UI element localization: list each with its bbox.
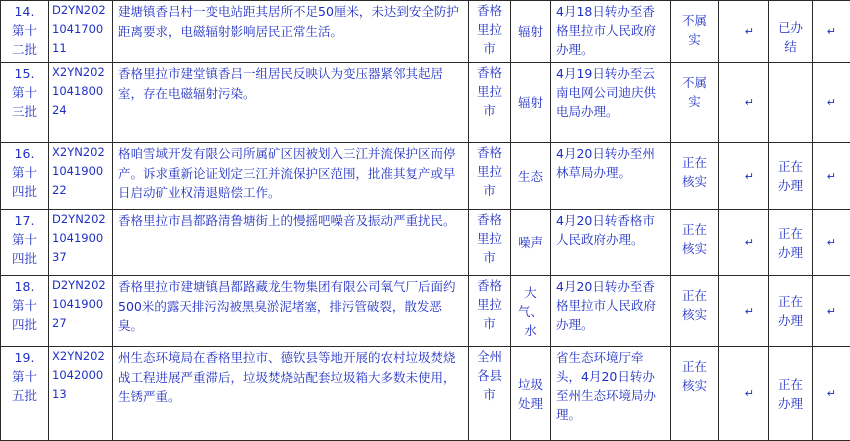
complaint-content xyxy=(113,143,469,210)
case-status xyxy=(769,1,813,63)
case-status-line: 正在 xyxy=(771,292,810,311)
return-mark xyxy=(813,210,850,276)
admin-area-line: 市 xyxy=(471,181,508,200)
batch-number-line: 第十 xyxy=(3,296,46,315)
case-status xyxy=(769,143,813,210)
case-code-line: 1041700 xyxy=(52,20,110,39)
batch-number-line: 16. xyxy=(3,144,46,163)
admin-area-line: 香格 xyxy=(471,143,508,162)
admin-area-line: 里拉 xyxy=(471,82,508,101)
admin-area-line: 里拉 xyxy=(471,162,508,181)
case-status-line: 办理 xyxy=(771,176,810,195)
verification-result xyxy=(671,210,719,276)
pollution-type-text: 垃圾处理 xyxy=(518,377,543,411)
verification-result-line: 核实 xyxy=(673,305,716,324)
batch-number xyxy=(1,347,49,441)
handling-info-text: 4月20日转香格市人民政府办理。 xyxy=(556,213,655,247)
return-mark xyxy=(813,276,850,347)
verification-result-line: 不属 xyxy=(673,11,716,30)
return-mark-text: ↵ xyxy=(745,236,754,249)
handling-info-text: 4月19日转办至云南电网公司迪庆供电局办理。 xyxy=(556,66,656,119)
case-status-line: 办理 xyxy=(771,394,810,413)
handling-info-text: 省生态环境厅牵头，4月20日转办至州生态环境局办理。 xyxy=(556,350,656,422)
case-status xyxy=(769,63,813,143)
case-code xyxy=(49,276,113,347)
batch-number-line: 四批 xyxy=(3,249,46,268)
batch-number xyxy=(1,1,49,63)
case-code xyxy=(49,63,113,143)
admin-area-line: 各县 xyxy=(471,366,508,385)
case-status-line: 办理 xyxy=(771,243,810,262)
return-mark xyxy=(719,347,769,441)
verification-result xyxy=(671,347,719,441)
return-mark xyxy=(813,1,850,63)
verification-result xyxy=(671,63,719,143)
case-code-line: D2YN202 xyxy=(52,276,110,295)
return-mark-text: ↵ xyxy=(827,305,836,318)
return-mark xyxy=(813,63,850,143)
case-status-line: 结 xyxy=(771,37,810,56)
verification-result-line: 核实 xyxy=(673,376,716,395)
case-code-line: X2YN202 xyxy=(52,143,110,162)
return-mark xyxy=(813,347,850,441)
pollution-type-text: 噪声 xyxy=(518,235,543,250)
case-code-line: 1041900 xyxy=(52,162,110,181)
complaint-content-text: 州生态环境局在香格里拉市、德钦县等地开展的农村垃圾焚烧战工程进展严重滞后，垃圾焚烧站配套垃圾箱大多数未使用，生锈严重。 xyxy=(118,350,456,404)
table-row xyxy=(1,276,850,347)
case-code-line: 22 xyxy=(52,181,110,200)
admin-area-line: 香格 xyxy=(471,63,508,82)
case-status xyxy=(769,276,813,347)
admin-area-line: 里拉 xyxy=(471,20,508,39)
case-code-line: 1041800 xyxy=(52,82,110,101)
case-code-line: D2YN202 xyxy=(52,1,110,20)
pollution-type xyxy=(511,143,551,210)
complaint-content xyxy=(113,347,469,441)
return-mark-text: ↵ xyxy=(827,387,836,400)
return-mark-text: ↵ xyxy=(745,25,754,38)
case-code xyxy=(49,143,113,210)
return-mark-text: ↵ xyxy=(745,305,754,318)
verification-result xyxy=(671,276,719,347)
admin-area-line: 香格 xyxy=(471,276,508,295)
batch-number xyxy=(1,276,49,347)
admin-area-line: 市 xyxy=(471,314,508,333)
verification-result xyxy=(671,1,719,63)
handling-info xyxy=(551,1,671,63)
handling-info xyxy=(551,210,671,276)
table-row xyxy=(1,1,850,63)
pollution-type xyxy=(511,210,551,276)
pollution-type xyxy=(511,63,551,143)
batch-number-line: 17. xyxy=(3,211,46,230)
pollution-type xyxy=(511,1,551,63)
admin-area-line: 全州 xyxy=(471,347,508,366)
case-code-line: X2YN202 xyxy=(52,347,110,366)
verification-result-line: 正在 xyxy=(673,153,716,172)
admin-area-line: 里拉 xyxy=(471,229,508,248)
admin-area xyxy=(469,276,511,347)
verification-result-line: 正在 xyxy=(673,286,716,305)
admin-area-line: 市 xyxy=(471,39,508,58)
table-row xyxy=(1,63,850,143)
batch-number-line: 第十 xyxy=(3,230,46,249)
complaint-content-text: 香格里拉市昌都路清鲁塘街上的慢摇吧噪音及振动严重扰民。 xyxy=(118,213,456,228)
handling-info xyxy=(551,276,671,347)
verification-result-line: 核实 xyxy=(673,239,716,258)
table-row xyxy=(1,143,850,210)
return-mark xyxy=(719,276,769,347)
complaint-content xyxy=(113,276,469,347)
case-code-line: D2YN202 xyxy=(52,210,110,229)
return-mark xyxy=(719,143,769,210)
case-code-line: X2YN202 xyxy=(52,63,110,82)
complaint-content xyxy=(113,210,469,276)
case-code-line: 1041900 xyxy=(52,295,110,314)
admin-area-line: 里拉 xyxy=(471,295,508,314)
pollution-type xyxy=(511,276,551,347)
return-mark-text: ↵ xyxy=(827,25,836,38)
case-status-line: 办理 xyxy=(771,311,810,330)
complaint-content-text: 香格里拉市建堂镇香吕一组居民反映认为变压器紧邻其起居室，存在电磁辐射污染。 xyxy=(118,66,443,101)
verification-result xyxy=(671,143,719,210)
admin-area xyxy=(469,1,511,63)
case-code xyxy=(49,1,113,63)
batch-number-line: 三批 xyxy=(3,102,46,121)
batch-number-line: 二批 xyxy=(3,40,46,59)
batch-number xyxy=(1,143,49,210)
batch-number-line: 四批 xyxy=(3,315,46,334)
pollution-type xyxy=(511,347,551,441)
table-row xyxy=(1,210,850,276)
handling-info xyxy=(551,143,671,210)
case-status xyxy=(769,347,813,441)
batch-number-line: 14. xyxy=(3,2,46,21)
case-code xyxy=(49,210,113,276)
case-status xyxy=(769,210,813,276)
case-code-line: 37 xyxy=(52,248,110,267)
complaint-content-text: 格咱雪域开发有限公司所属矿区因被划入三江并流保护区而停产。诉求重新论证划定三江并流保护区范围，批准其复产或早日启动矿业权清退赔偿工作。 xyxy=(118,146,456,200)
pollution-type-text: 辐射 xyxy=(518,95,543,110)
case-code-line: 1041900 xyxy=(52,229,110,248)
return-mark-text: ↵ xyxy=(827,96,836,109)
admin-area-line: 市 xyxy=(471,248,508,267)
case-code-line: 11 xyxy=(52,39,110,58)
admin-area xyxy=(469,210,511,276)
return-mark-text: ↵ xyxy=(827,236,836,249)
batch-number-line: 第十 xyxy=(3,163,46,182)
pollution-type-text: 生态 xyxy=(518,169,543,184)
complaint-content-text: 建塘镇香吕村一变电站距其居所不足50厘米，未达到安全防护距离要求，电磁辐射影响居民正常生活。 xyxy=(118,4,459,39)
batch-number-line: 19. xyxy=(3,348,46,367)
case-status-line: 已办 xyxy=(771,18,810,37)
case-status-line: 正在 xyxy=(771,224,810,243)
return-mark-text: ↵ xyxy=(745,96,754,109)
return-mark-text: ↵ xyxy=(745,170,754,183)
handling-info-text: 4月18日转办至香格里拉市人民政府办理。 xyxy=(556,4,656,57)
batch-number xyxy=(1,210,49,276)
case-code-line: 27 xyxy=(52,314,110,333)
case-code-line: 24 xyxy=(52,101,110,120)
case-code xyxy=(49,347,113,441)
batch-number-line: 第十 xyxy=(3,83,46,102)
case-code-line: 1042000 xyxy=(52,366,110,385)
return-mark xyxy=(719,210,769,276)
batch-number-line: 18. xyxy=(3,277,46,296)
batch-number xyxy=(1,63,49,143)
batch-number-line: 第十 xyxy=(3,367,46,386)
verification-result-line: 核实 xyxy=(673,172,716,191)
verification-result-line: 实 xyxy=(673,92,716,111)
handling-info xyxy=(551,347,671,441)
case-status-line: 正在 xyxy=(771,375,810,394)
handling-info xyxy=(551,63,671,143)
admin-area-line: 市 xyxy=(471,101,508,120)
case-code-line: 13 xyxy=(52,385,110,404)
table-body xyxy=(1,1,850,441)
case-status-line: 正在 xyxy=(771,157,810,176)
complaint-content xyxy=(113,1,469,63)
return-mark-text: ↵ xyxy=(745,387,754,400)
admin-area-line: 香格 xyxy=(471,210,508,229)
handling-info-text: 4月20日转办至州林草局办理。 xyxy=(556,146,655,180)
verification-result-line: 正在 xyxy=(673,357,716,376)
return-mark xyxy=(813,143,850,210)
admin-area xyxy=(469,347,511,441)
verification-result-line: 不属 xyxy=(673,73,716,92)
admin-area xyxy=(469,63,511,143)
return-mark-text: ↵ xyxy=(827,170,836,183)
complaint-content-text: 香格里拉市建塘镇昌都路藏龙生物集团有限公司氧气厂后面约500米的露天排污沟被黑臭淤泥堵塞，排污管破裂，散发恶臭。 xyxy=(118,279,456,333)
admin-area-line: 香格 xyxy=(471,1,508,20)
verification-result-line: 正在 xyxy=(673,220,716,239)
batch-number-line: 四批 xyxy=(3,182,46,201)
table-row xyxy=(1,347,850,441)
pollution-type-text: 大气、水 xyxy=(518,285,543,338)
batch-number-line: 15. xyxy=(3,64,46,83)
pollution-type-text: 辐射 xyxy=(518,24,543,39)
return-mark xyxy=(719,1,769,63)
batch-number-line: 五批 xyxy=(3,386,46,405)
handling-info-text: 4月20日转办至香格里拉市人民政府办理。 xyxy=(556,279,656,332)
admin-area-line: 市 xyxy=(471,385,508,404)
return-mark xyxy=(719,63,769,143)
admin-area xyxy=(469,143,511,210)
verification-result-line: 实 xyxy=(673,30,716,49)
complaint-content xyxy=(113,63,469,143)
batch-number-line: 第十 xyxy=(3,21,46,40)
